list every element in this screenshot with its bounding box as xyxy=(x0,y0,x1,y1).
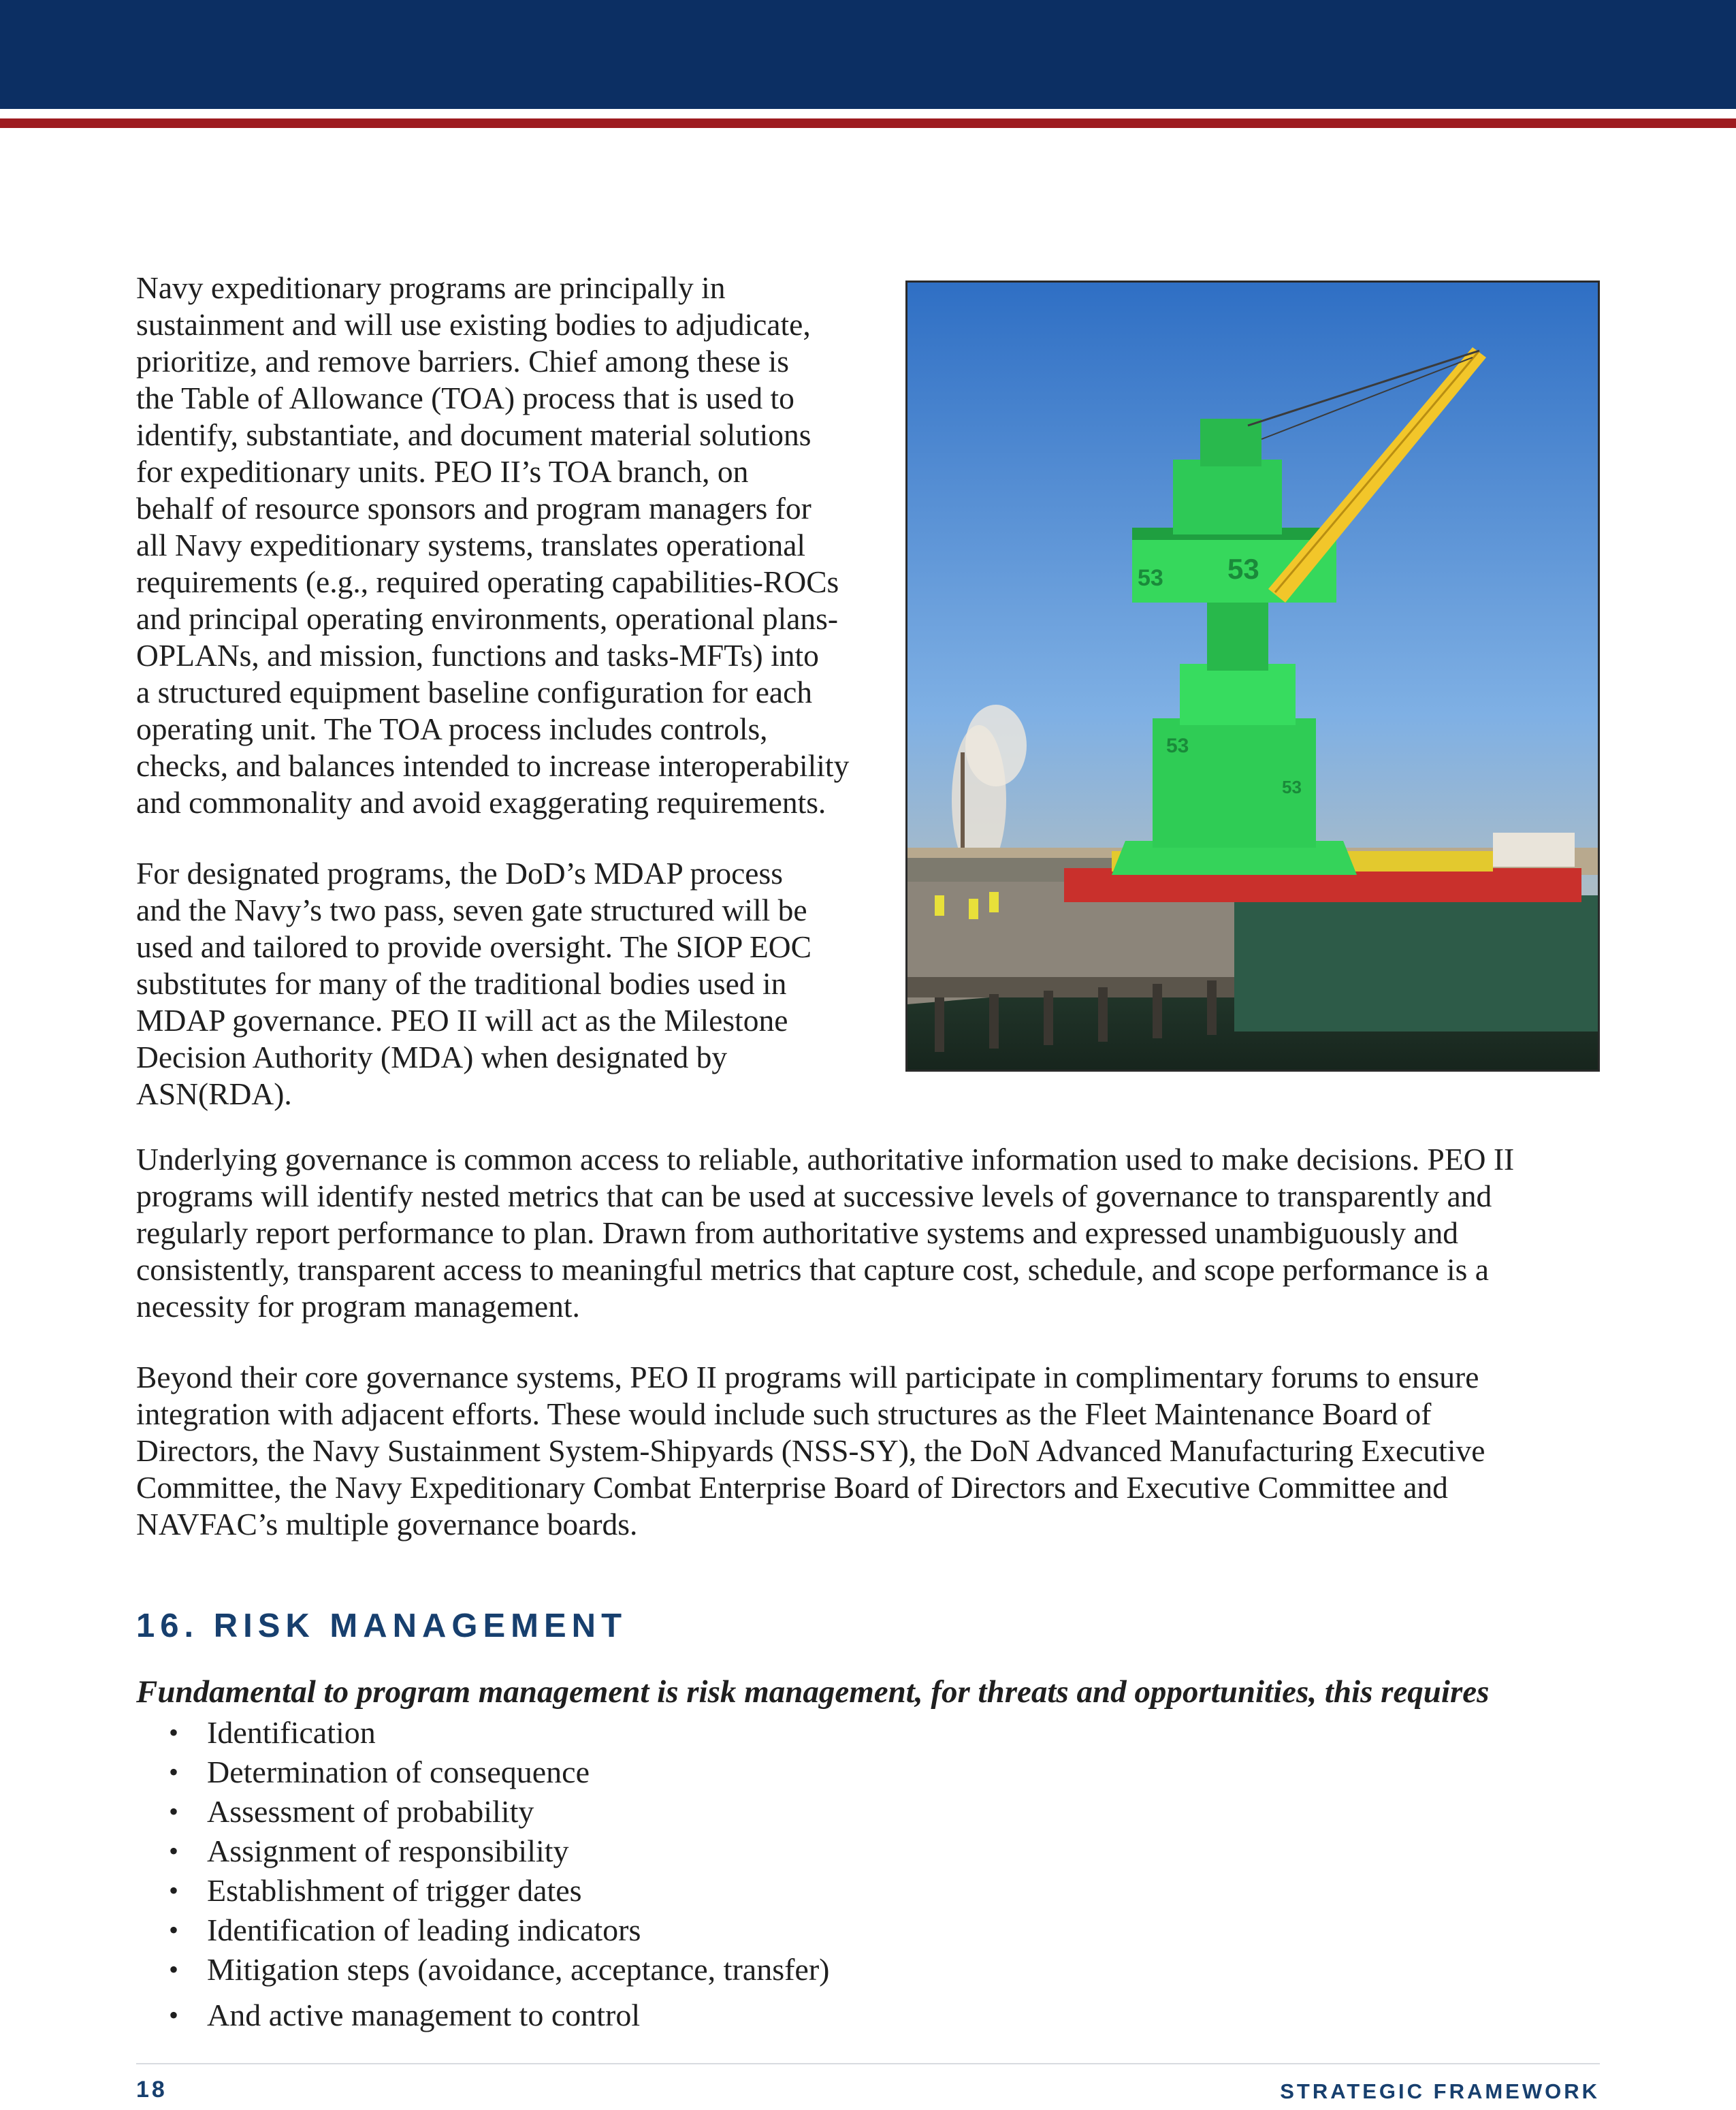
crane-number-label: 53 xyxy=(1138,565,1163,591)
header-band xyxy=(0,0,1736,109)
paragraph-forums xyxy=(136,1359,1485,1543)
text-line: identify, substantiate, and document material solutions xyxy=(136,417,811,452)
text-line: consistently, transparent access to meaningful metrics that capture cost, schedule, and scope performance is a xyxy=(136,1252,1489,1287)
text-line: and principal operating environments, operational plans- xyxy=(136,601,839,636)
text-line: integration with adjacent efforts. These would include such structures as the Fleet Maintenance Board of xyxy=(136,1396,1432,1431)
list-item-text: Identification xyxy=(207,1715,376,1750)
text-line: Committee, the Navy Expeditionary Combat Enterprise Board of Directors and Executive Committee and xyxy=(136,1470,1448,1505)
text-line: all Navy expeditionary systems, translates operational xyxy=(136,528,806,562)
list-item xyxy=(169,1753,829,1792)
text-line: ASN(RDA). xyxy=(136,1076,292,1111)
text-line: Underlying governance is common access to reliable, authoritative information used to make decisions. PEO II xyxy=(136,1142,1515,1177)
paragraph-toa-process xyxy=(136,270,849,821)
footer-document-title: STRATEGIC FRAMEWORK xyxy=(1280,2079,1600,2103)
text-line: Navy expeditionary programs are principally in xyxy=(136,270,726,305)
text-line: sustainment and will use existing bodies to adjudicate, xyxy=(136,307,811,342)
list-item xyxy=(169,1713,829,1753)
text-line: MDAP governance. PEO II will act as the Milestone xyxy=(136,1003,788,1038)
list-item xyxy=(169,1871,829,1911)
text-line: Directors, the Navy Sustainment System-Shipyards (NSS-SY), the DoN Advanced Manufacturing Executive xyxy=(136,1433,1485,1468)
text-line: the Table of Allowance (TOA) process that is used to xyxy=(136,381,794,415)
text-line: Beyond their core governance systems, PEO II programs will participate in complimentary forums to ensure xyxy=(136,1360,1479,1394)
list-item xyxy=(169,1911,829,1950)
header-red-stripe xyxy=(0,118,1736,128)
bullet-icon: • xyxy=(169,1717,179,1748)
paragraph-metrics xyxy=(136,1141,1514,1325)
text-line: Decision Authority (MDA) when designated by xyxy=(136,1040,728,1074)
crane-number-label: 53 xyxy=(1227,553,1259,585)
text-line: used and tailored to provide oversight. The SIOP EOC xyxy=(136,929,812,964)
bullet-icon: • xyxy=(169,1757,179,1787)
text-line: and the Navy’s two pass, seven gate structured will be xyxy=(136,893,807,927)
text-line: behalf of resource sponsors and program managers for xyxy=(136,491,811,526)
crane-number-label: 53 xyxy=(1282,777,1302,797)
text-line: and commonality and avoid exaggerating requirements. xyxy=(136,785,826,820)
text-line: requirements (e.g., required operating capabilities-ROCs xyxy=(136,564,839,599)
text-line: operating unit. The TOA process includes controls, xyxy=(136,712,768,746)
list-item xyxy=(169,1996,829,2035)
list-item xyxy=(169,1792,829,1832)
crane-photo-illustration xyxy=(907,283,1598,1070)
section-lead-sentence: Fundamental to program management is risk management, for threats and opportunities, this requires xyxy=(136,1674,1490,1710)
text-line: for expeditionary units. PEO II’s TOA branch, on xyxy=(136,454,749,489)
bullet-icon: • xyxy=(169,1875,179,1906)
text-line: NAVFAC’s multiple governance boards. xyxy=(136,1507,638,1541)
risk-steps-list xyxy=(169,1713,829,2035)
list-item-text: And active management to control xyxy=(207,1998,641,2032)
bullet-icon: • xyxy=(169,2000,179,2030)
list-item-text: Determination of consequence xyxy=(207,1755,590,1789)
text-line: regularly report performance to plan. Drawn from authoritative systems and expressed unambiguously and xyxy=(136,1215,1459,1250)
footer-divider xyxy=(136,2063,1600,2064)
text-line: substitutes for many of the traditional bodies used in xyxy=(136,966,787,1001)
text-line: For designated programs, the DoD’s MDAP process xyxy=(136,856,783,891)
bullet-icon: • xyxy=(169,1954,179,1985)
text-line: OPLANs, and mission, functions and tasks-MFTs) into xyxy=(136,638,819,673)
bullet-icon: • xyxy=(169,1836,179,1866)
list-item-text: Assessment of probability xyxy=(207,1794,534,1829)
text-line: a structured equipment baseline configuration for each xyxy=(136,675,813,709)
text-line: necessity for program management. xyxy=(136,1289,580,1324)
list-item-text: Assignment of responsibility xyxy=(207,1834,569,1868)
section-heading: 16. RISK MANAGEMENT xyxy=(136,1608,628,1644)
paragraph-mdap-process xyxy=(136,855,811,1113)
list-item-text: Identification of leading indicators xyxy=(207,1913,641,1947)
crane-photo xyxy=(905,281,1600,1072)
list-item-text: Establishment of trigger dates xyxy=(207,1873,582,1908)
list-item-text: Mitigation steps (avoidance, acceptance, transfer) xyxy=(207,1952,830,1987)
bullet-icon: • xyxy=(169,1915,179,1945)
text-line: prioritize, and remove barriers. Chief among these is xyxy=(136,344,789,379)
list-item xyxy=(169,1950,829,1989)
crane-number-label: 53 xyxy=(1166,735,1189,757)
bullet-icon: • xyxy=(169,1796,179,1827)
page-number: 18 xyxy=(136,2077,167,2103)
text-line: programs will identify nested metrics that can be used at successive levels of governance to transparently and xyxy=(136,1179,1492,1213)
list-item xyxy=(169,1832,829,1871)
text-line: checks, and balances intended to increase interoperability xyxy=(136,748,850,783)
